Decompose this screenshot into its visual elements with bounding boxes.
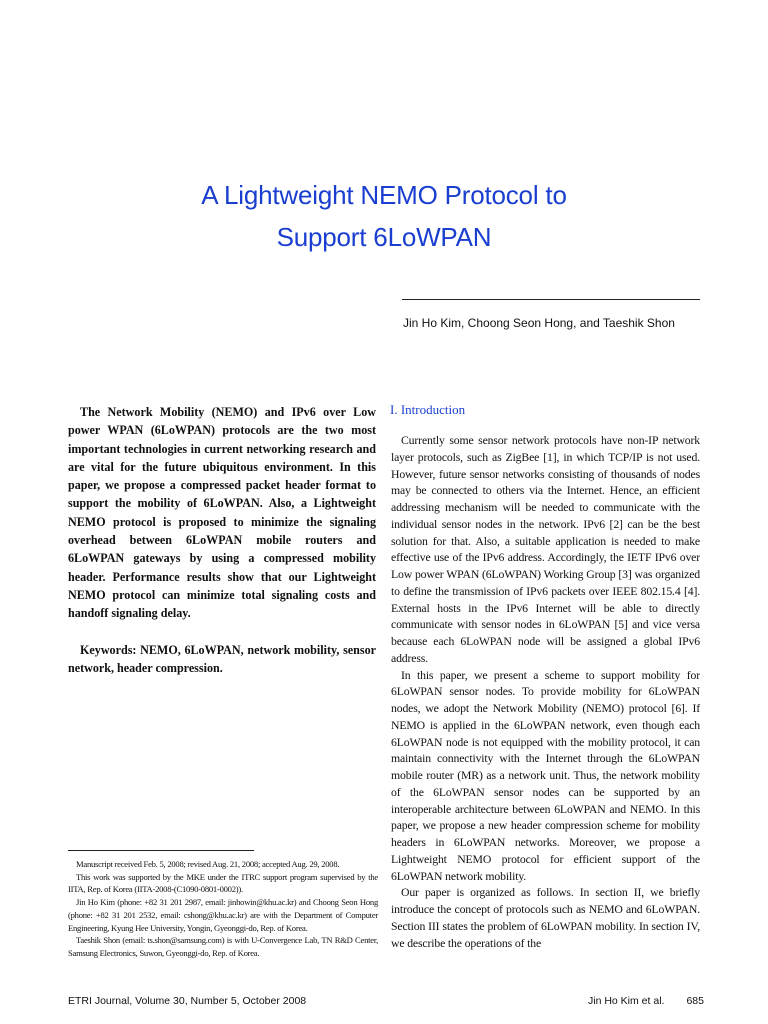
footnote-received: Manuscript received Feb. 5, 2008; revised Aug. 21, 2008; accepted Aug. 29, 2008.: [76, 859, 340, 869]
page-number: 685: [686, 995, 704, 1007]
author-list: Jin Ho Kim, Choong Seon Hong, and Taeshik Shon: [403, 316, 675, 330]
abstract: [68, 403, 376, 677]
footnote-author-affiliation: Jin Ho Kim (phone: +82 31 201 2987, email: jinhowin@khu.ac.kr) and Choong Seon Hong (phone: +82 31 201 2532, email: cshong@khu.ac.kr) are with the Department of Computer Engineering, Kyung Hee University, Yongin, Gyeonggi-do, Rep. of Korea.: [68, 897, 378, 933]
running-author: Jin Ho Kim et al.: [588, 995, 665, 1007]
author-divider: [402, 299, 700, 300]
body-paragraph: In this paper, we present a scheme to support mobility for 6LoWPAN sensor nodes. To provide mobility for 6LoWPAN nodes, we adopt the Network Mobility (NEMO) protocol [6]. If NEMO is applied in the 6LoWPAN network, even though each 6LoWPAN node is not equipped with the mobility protocol, it can maintain connectivity with the Internet through the 6LoWPAN mobile router (MR) as a network unit. Thus, the network mobility of the 6LoWPAN sensor nodes can be supported by an interoperable architecture between 6LoWPAN and NEMO. In this paper, we propose a new header compression scheme for mobility headers in 6LoWPAN networks. Moreover, we propose a Lightweight NEMO protocol for efficient support of the 6LoWPAN network mobility.: [391, 668, 700, 883]
footnote-divider: [68, 850, 254, 851]
body-paragraph: Our paper is organized as follows. In section II, we briefly introduce the concept of protocols such as NEMO and 6LoWPAN. Section III states the problem of 6LoWPAN mobility. In section IV, we describe the operations of the: [391, 886, 700, 950]
footnotes: [68, 858, 378, 960]
footnote-author-affiliation: Taeshik Shon (email: ts.shon@samsung.com) is with U-Convergence Lab, TN R&D Center, Samsung Electronics, Suwon, Gyeonggi-do, Rep. of Korea.: [68, 935, 378, 958]
journal-info: ETRI Journal, Volume 30, Number 5, October 2008: [68, 995, 307, 1007]
paper-title: [0, 174, 768, 258]
section-heading: I. Introduction: [390, 402, 466, 417]
title-line-1: A Lightweight NEMO Protocol to: [201, 180, 567, 210]
keywords: Keywords: NEMO, 6LoWPAN, network mobility, sensor network, header compression.: [68, 642, 376, 675]
abstract-paragraph: The Network Mobility (NEMO) and IPv6 over Low power WPAN (6LoWPAN) protocols are the two most important technologies in current networking research and are vital for the future ubiquitous environment. In this paper, we propose a compressed packet header format to support the mobility of 6LoWPAN. Also, a Lightweight NEMO protocol is proposed to minimize the signaling overhead between 6LoWPAN mobile routers and 6LoWPAN gateways by using a compressed mobility header. Performance results show that our Lightweight NEMO protocol can minimize total signaling costs and handoff signaling delay.: [68, 405, 376, 621]
footnote-funding: This work was supported by the MKE under the ITRC support program supervised by the IITA, Rep. of Korea (IITA-2008-(C1090-0801-0002)).: [68, 871, 378, 895]
introduction-body: [391, 433, 700, 957]
title-line-2: Support 6LoWPAN: [276, 222, 492, 252]
body-paragraph: Currently some sensor network protocols have non-IP network layer protocols, such as ZigBee [1], in which TCP/IP is not used. However, future sensor networks consisting of thousands of nodes may be connected to others via the Internet. Hence, an efficient addressing mechanism will be needed to communicate with the individual sensor nodes in the network. IPv6 [2] can be the best solution for that. Also, a suitable application is needed to make effective use of the IPv6 address. Accordingly, the IETF IPv6 over Low power WPAN (6LoWPAN) Working Group [3] was organized to define the transmission of IPv6 packets over IEEE 802.15.4 [4]. External hosts in the IPv6 Internet will be able to directly communicate with sensor nodes in 6LoWPAN [5] and vice versa because each 6LoWPAN node will be assigned a global IPv6 address.: [391, 434, 700, 665]
page-footer-right: [588, 995, 704, 1007]
